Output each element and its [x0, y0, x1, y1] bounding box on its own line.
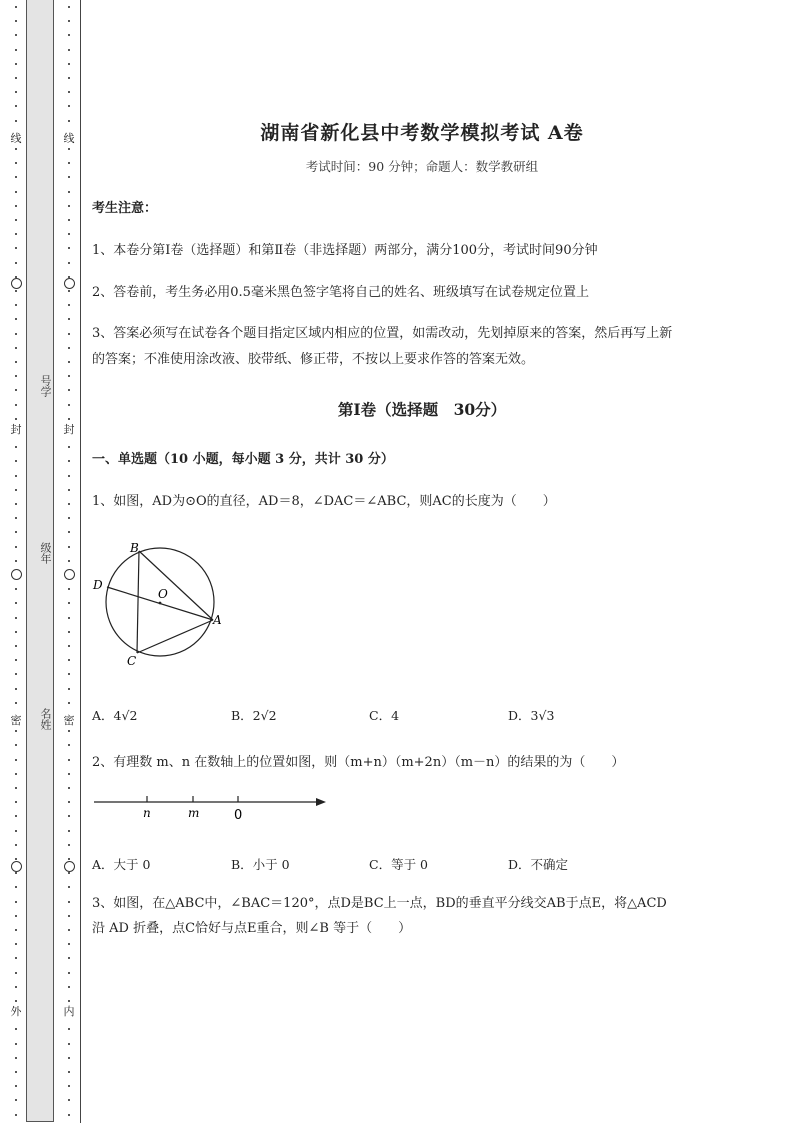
- q2-choice-c: C．等于 0: [369, 857, 428, 872]
- axis-arrow: [316, 798, 326, 806]
- q2-choice-a: A．大于 0: [92, 857, 151, 872]
- binding-dot: [15, 105, 17, 107]
- binding-dot: [15, 688, 17, 690]
- binding-dot: [15, 617, 17, 619]
- binding-dot: [68, 531, 70, 533]
- binding-dot: [15, 844, 17, 846]
- inner-mark-nei: 内: [63, 1005, 75, 1018]
- binding-dot: [15, 1000, 17, 1002]
- binding-dot: [68, 475, 70, 477]
- binding-dot: [68, 262, 70, 264]
- binding-dot: [68, 20, 70, 22]
- binding-dot: [68, 560, 70, 562]
- binding-dot: [15, 347, 17, 349]
- label-c: C: [127, 654, 137, 668]
- binding-dot: [15, 1028, 17, 1030]
- inner-circle-3: [64, 861, 75, 872]
- binding-dot: [68, 148, 70, 150]
- binding-dot: [68, 34, 70, 36]
- binding-dot: [68, 489, 70, 491]
- binding-dot: [68, 375, 70, 377]
- binding-dot: [15, 1114, 17, 1116]
- question-1-text: 1、如图，AD为⊙O的直径，AD＝8，∠DAC＝∠ABC，则AC的长度为（ ）: [92, 494, 556, 509]
- binding-dot: [15, 602, 17, 604]
- binding-dot: [68, 659, 70, 661]
- binding-dot: [68, 191, 70, 193]
- binding-dot: [68, 759, 70, 761]
- binding-dot: [68, 858, 70, 860]
- binding-dot: [68, 588, 70, 590]
- question-3-text-cont: 沿 AD 折叠，点C恰好与点E重合，则∠B 等于（ ）: [92, 921, 412, 936]
- binding-dot: [15, 91, 17, 93]
- binding-dot: [15, 915, 17, 917]
- binding-dot: [15, 333, 17, 335]
- q2-choice-d: D．不确定: [508, 857, 569, 872]
- binding-dot: [15, 389, 17, 391]
- binding-dot: [68, 986, 70, 988]
- binding-dot: [68, 446, 70, 448]
- student-info-strip: [26, 0, 54, 1122]
- binding-dot: [15, 858, 17, 860]
- outer-mark-mi: 密: [10, 714, 22, 727]
- notice-item-3-cont: 的答案；不准使用涂改液、胶带纸、修正带，不按以上要求作答的答案无效。: [92, 352, 535, 367]
- binding-dot: [15, 1043, 17, 1045]
- outer-circle-2: [11, 569, 22, 580]
- part-heading: 一、单选题（10 小题，每小题 3 分，共计 30 分）: [92, 452, 394, 467]
- binding-dot: [15, 304, 17, 306]
- binding-dot: [68, 219, 70, 221]
- label-o: O: [158, 587, 168, 601]
- binding-dot: [15, 659, 17, 661]
- binding-dot: [15, 702, 17, 704]
- binding-dot: [68, 318, 70, 320]
- binding-dot: [15, 886, 17, 888]
- q2-choice-b: B．小于 0: [231, 857, 290, 872]
- student-number-label: 号学: [39, 375, 52, 397]
- binding-dot: [15, 815, 17, 817]
- binding-dot: [68, 744, 70, 746]
- binding-dot: [68, 1114, 70, 1116]
- binding-dot: [68, 915, 70, 917]
- binding-dot: [15, 460, 17, 462]
- binding-dot: [68, 787, 70, 789]
- binding-dot: [68, 901, 70, 903]
- inner-mark-feng: 封: [63, 423, 75, 436]
- binding-dot: [68, 347, 70, 349]
- center-point: [159, 602, 162, 605]
- notice-item-2: 2、答卷前，考生务必用0.5毫米黑色签字笔将自己的姓名、班级填写在试卷规定位置上: [92, 285, 589, 300]
- binding-dot: [68, 801, 70, 803]
- q1-choice-b: B．2√2: [231, 708, 277, 723]
- binding-dot: [68, 673, 70, 675]
- binding-dot: [15, 645, 17, 647]
- binding-dot: [68, 546, 70, 548]
- binding-dot: [68, 333, 70, 335]
- binding-dot: [15, 63, 17, 65]
- binding-dot: [68, 815, 70, 817]
- binding-dot: [15, 233, 17, 235]
- binding-dot: [15, 375, 17, 377]
- binding-dot: [15, 6, 17, 8]
- binding-dot: [68, 886, 70, 888]
- binding-dot: [68, 6, 70, 8]
- binding-dot: [15, 972, 17, 974]
- binding-dot: [15, 631, 17, 633]
- circle-diagram: [94, 536, 234, 672]
- binding-dot: [15, 34, 17, 36]
- segment-bc: [137, 551, 139, 653]
- binding-dot: [68, 105, 70, 107]
- binding-dot: [15, 1099, 17, 1101]
- binding-dot: [68, 404, 70, 406]
- outer-circle-1: [11, 278, 22, 289]
- binding-dot: [68, 120, 70, 122]
- binding-dot: [15, 219, 17, 221]
- outer-mark-xian: 线: [10, 132, 22, 145]
- binding-dot: [15, 446, 17, 448]
- inner-circle-2: [64, 569, 75, 580]
- question-2-text: 2、有理数 m、n 在数轴上的位置如图，则（m+n）（m+2n）（m－n）的结果的为（ ）: [92, 755, 625, 770]
- exam-subtitle: 考试时间：90 分钟；命题人：数学教研组: [305, 159, 539, 174]
- binding-dot: [68, 688, 70, 690]
- binding-dot: [15, 773, 17, 775]
- outer-circle-3: [11, 861, 22, 872]
- binding-dot: [15, 730, 17, 732]
- binding-dot: [15, 943, 17, 945]
- binding-dot: [68, 63, 70, 65]
- binding-dot: [15, 475, 17, 477]
- q1-choice-c: C．4: [369, 708, 400, 723]
- binding-dot: [68, 290, 70, 292]
- inner-circle-1: [64, 278, 75, 289]
- binding-dot: [68, 247, 70, 249]
- binding-dot: [15, 588, 17, 590]
- binding-dot: [68, 49, 70, 51]
- binding-dot: [68, 389, 70, 391]
- binding-dot: [15, 759, 17, 761]
- binding-dot: [68, 77, 70, 79]
- q1-choice-a: A．4√2: [92, 708, 138, 723]
- binding-dot: [15, 531, 17, 533]
- binding-dot: [68, 162, 70, 164]
- question-3-text: 3、如图，在△ABC中，∠BAC＝120°，点D是BC上一点，BD的垂直平分线交AB于点E，将△ACD: [92, 896, 667, 911]
- binding-dot: [68, 460, 70, 462]
- label-a: A: [213, 613, 222, 627]
- segment-ba: [139, 551, 213, 620]
- outer-mark-wai: 外: [10, 1005, 22, 1018]
- binding-dot: [68, 1000, 70, 1002]
- binding-dot: [15, 77, 17, 79]
- binding-dot: [15, 20, 17, 22]
- notice-heading: 考生注意：: [92, 201, 158, 216]
- binding-dot: [15, 318, 17, 320]
- binding-dot: [68, 972, 70, 974]
- binding-dot: [15, 1085, 17, 1087]
- binding-dot: [68, 929, 70, 931]
- binding-dot: [68, 602, 70, 604]
- outer-mark-feng: 封: [10, 423, 22, 436]
- binding-dot: [68, 1071, 70, 1073]
- binding-dot: [15, 673, 17, 675]
- notice-item-1: 1、本卷分第Ⅰ卷（选择题）和第Ⅱ卷（非选择题）两部分，满分100分，考试时间90分钟: [92, 243, 598, 258]
- binding-dot: [15, 120, 17, 122]
- binding-dot: [15, 404, 17, 406]
- binding-dot: [15, 801, 17, 803]
- binding-dot: [15, 49, 17, 51]
- exam-title: 湖南省新化县中考数学模拟考试 A卷: [260, 122, 584, 144]
- binding-dot: [68, 233, 70, 235]
- binding-dot: [15, 1057, 17, 1059]
- binding-dot: [68, 503, 70, 505]
- binding-dot: [68, 730, 70, 732]
- binding-dot: [15, 1071, 17, 1073]
- binding-dot: [15, 176, 17, 178]
- binding-dot: [68, 91, 70, 93]
- binding-dot: [68, 844, 70, 846]
- binding-dot: [15, 418, 17, 420]
- binding-dot: [68, 517, 70, 519]
- binding-dot: [15, 560, 17, 562]
- inner-mark-xian: 线: [63, 132, 75, 145]
- binding-dot: [15, 162, 17, 164]
- binding-dot: [15, 290, 17, 292]
- binding-dot: [68, 1028, 70, 1030]
- binding-dot: [15, 517, 17, 519]
- binding-dot: [15, 986, 17, 988]
- binding-dot: [68, 773, 70, 775]
- binding-dot: [68, 304, 70, 306]
- notice-item-3: 3、答案必须写在试卷各个题目指定区域内相应的位置，如需改动，先划掉原来的答案，然后再写上新: [92, 326, 673, 341]
- binding-dot: [68, 617, 70, 619]
- binding-dot: [15, 787, 17, 789]
- binding-dot: [68, 361, 70, 363]
- binding-dot: [68, 1043, 70, 1045]
- binding-dot: [15, 546, 17, 548]
- binding-dot: [68, 631, 70, 633]
- label-d: D: [93, 578, 103, 592]
- binding-dot: [15, 247, 17, 249]
- binding-dot: [15, 148, 17, 150]
- binding-dot: [15, 262, 17, 264]
- label-n: n: [143, 806, 151, 820]
- binding-dot: [68, 1085, 70, 1087]
- outer-dotted-line: [9, 0, 23, 1123]
- binding-dot: [68, 830, 70, 832]
- name-label: 名姓: [39, 708, 52, 730]
- label-m: m: [188, 806, 200, 820]
- binding-dot: [68, 957, 70, 959]
- binding-dot: [68, 176, 70, 178]
- binding-dot: [68, 645, 70, 647]
- binding-dot: [15, 191, 17, 193]
- binding-dot: [15, 503, 17, 505]
- binding-dot: [15, 957, 17, 959]
- class-label: 级年: [39, 542, 52, 564]
- section-title: 第Ⅰ卷（选择题 30分）: [337, 400, 507, 419]
- label-b: B: [130, 541, 139, 555]
- binding-dot: [68, 1057, 70, 1059]
- binding-dot: [15, 361, 17, 363]
- binding-dot: [15, 929, 17, 931]
- margin-divider-line: [80, 0, 81, 1123]
- binding-dot: [68, 943, 70, 945]
- binding-dot: [68, 872, 70, 874]
- binding-dot: [68, 1099, 70, 1101]
- binding-dot: [68, 205, 70, 207]
- q1-choice-d: D．3√3: [508, 708, 555, 723]
- binding-dot: [15, 489, 17, 491]
- binding-dot: [68, 702, 70, 704]
- inner-dotted-line: [62, 0, 76, 1123]
- inner-mark-mi: 密: [63, 714, 75, 727]
- binding-dot: [15, 744, 17, 746]
- number-line: [92, 790, 332, 826]
- label-zero: 0: [234, 808, 243, 823]
- binding-dot: [68, 418, 70, 420]
- binding-dot: [15, 872, 17, 874]
- binding-dot: [15, 205, 17, 207]
- binding-dot: [15, 830, 17, 832]
- binding-dot: [15, 901, 17, 903]
